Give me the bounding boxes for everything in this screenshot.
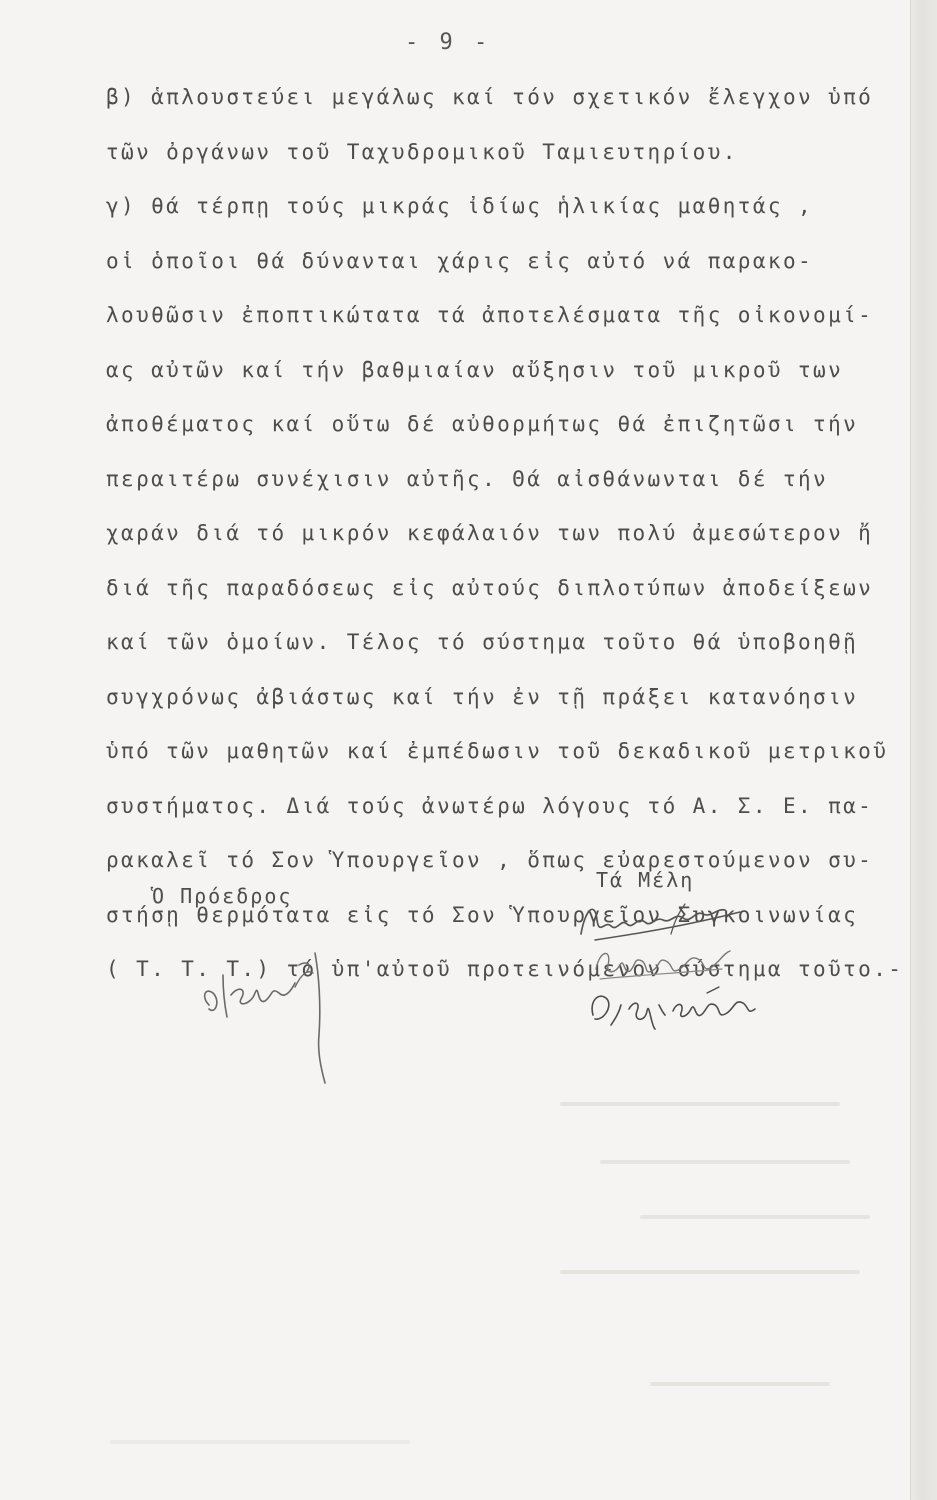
text-line: περαιτέρω συνέχισιν αὐτῆς. Θά αἰσθάνωνται δέ τήν <box>106 466 829 491</box>
member-signature-3 <box>585 975 770 1035</box>
text-line: λουθῶσιν ἐποπτικώτατα τά ἀποτελέσματα τῆς οἰκονομί- <box>106 303 874 327</box>
text-line: συγχρόνως ἀβιάστως καί τήν ἐν τῇ πράξει κατανόησιν <box>106 684 859 709</box>
page-number: - 9 - <box>405 30 492 55</box>
bleed-through-mark <box>560 1270 860 1274</box>
text-line: διά τῆς παραδόσεως εἰς αὐτούς διπλοτύπων ἀποδείξεων <box>106 575 874 600</box>
bleed-through-mark <box>640 1215 870 1219</box>
text-line: τῶν ὀργάνων τοῦ Ταχυδρομικοῦ Ταμιευτηρίου. <box>106 139 738 164</box>
president-signature <box>195 935 355 1085</box>
bleed-through-mark <box>560 1102 840 1106</box>
text-line: β) ἁπλουστεύει μεγάλως καί τόν σχετικόν ἔλεγχον ὑπό <box>106 85 874 109</box>
text-line: ρακαλεῖ τό Σον Ὑπουργεῖον , ὅπως εὐαρεστούμενον συ- <box>106 848 874 872</box>
text-line: χαράν διά τό μικρόν κεφάλαιόν των πολύ ἀμεσώτερον ἤ <box>106 521 874 545</box>
bleed-through-mark <box>110 1440 410 1444</box>
text-line: ας αὐτῶν καί τήν βαθμιαίαν αὔξησιν τοῦ μικροῦ των <box>106 357 844 382</box>
bleed-through-mark <box>600 1160 850 1164</box>
members-label: Τά Μέλη <box>596 868 695 892</box>
text-line: ἀποθέματος καί οὕτω δέ αὐθορμήτως θά ἐπιζητῶσι τήν <box>106 412 859 436</box>
text-line: στήσῃ θερμότατα εἰς τό Σον Ὑπουργεῖον Συγκοινωνίας <box>106 902 859 927</box>
text-line: γ) θά τέρπῃ τούς μικράς ἰδίως ἡλικίας μαθητάς , <box>106 194 814 218</box>
text-line: οἱ ὁποῖοι θά δύνανται χάρις εἰς αὐτό νά παρακο- <box>106 248 814 273</box>
text-line: καί τῶν ὁμοίων. Τέλος τό σύστημα τοῦτο θά ὑποβοηθῇ <box>106 630 859 654</box>
text-line: ὑπό τῶν μαθητῶν καί ἐμπέδωσιν τοῦ δεκαδικοῦ μετρικοῦ <box>106 739 889 763</box>
bleed-through-mark <box>650 1382 830 1386</box>
president-label: Ὁ Πρόεδρος <box>152 884 293 908</box>
text-line: ( Τ. Τ. Τ.) τό ὑπ'αὐτοῦ προτεινόμενον σύστημα τοῦτο.- <box>106 957 904 981</box>
page-edge-shadow <box>910 0 937 1500</box>
text-line: συστήματος. Διά τούς ἀνωτέρω λόγους τό Α. Σ. Ε. πα- <box>106 793 874 818</box>
body-text <box>106 70 904 997</box>
